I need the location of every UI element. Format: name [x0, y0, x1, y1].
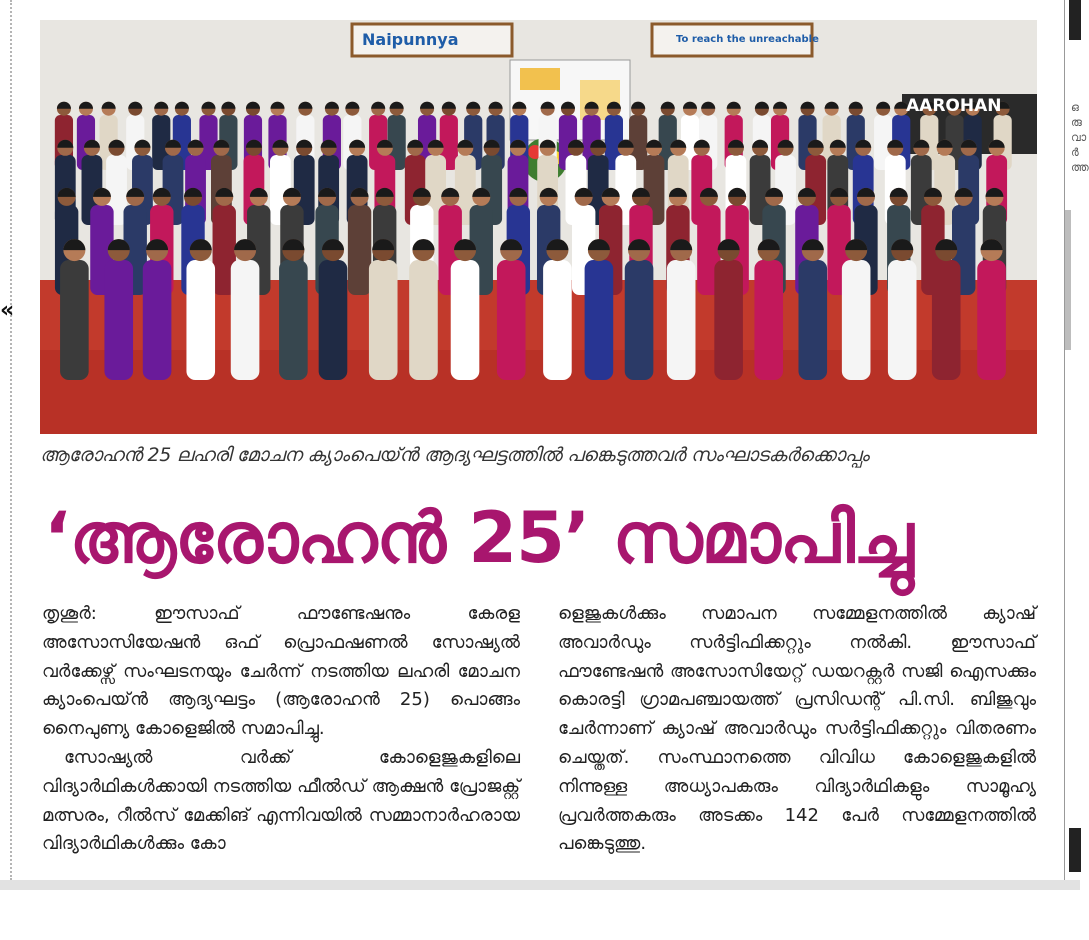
adjacent-column-header-block [1069, 0, 1081, 40]
person-body [798, 260, 827, 380]
person-body [888, 260, 917, 380]
person-body [60, 260, 89, 380]
person-body [714, 260, 743, 380]
person-body [348, 205, 371, 295]
article-headline: ‘ആരോഹൻ 25’ സമാപിച്ചു [44, 497, 913, 579]
person-body [497, 260, 526, 380]
person-body [543, 260, 572, 380]
person-body [231, 260, 260, 380]
person-body [143, 260, 172, 380]
person-body [625, 260, 654, 380]
person-body [932, 260, 961, 380]
left-chevron-icon[interactable]: « [0, 298, 15, 323]
banner-right-text: To reach the unreachable [676, 34, 819, 45]
article-paragraph: തൃശൂർ: ഈസാഫ് ഫൗണ്ടേഷനും കേരള അസോസിയേഷൻ ഒഫ് പ്രൊഫഷണൽ സോഷ്യൽ വർക്കേഴ്സ് സംഘടനയും ചേർന്ന് നടത്തിയ ലഹരി മോചന ക്യാംപെയ്ൻ ആദ്യഘട്ടം (ആരോഹൻ 25) പൊങ്ങം നൈപുണ്യ കോളെജിൽ സമാപിച്ചു. [42, 603, 520, 740]
person-body [667, 260, 696, 380]
person-body [319, 260, 348, 380]
person-body [754, 260, 783, 380]
page-bottom-band [0, 880, 1080, 940]
photo-caption: ആരോഹൻ 25 ലഹരി മോചന ക്യാംപെയ്ൻ ആദ്യഘട്ടത്തിൽ പങ്കെടുത്തവർ സംഘാടകർക്കൊപ്പം [40, 444, 869, 466]
banner-left-text: Naipunnya [362, 30, 459, 49]
article-paragraph: സോഷ്യൽ വർക്ക് കോളെജുകളിലെ വിദ്യാർഥികൾക്കായി നടത്തിയ ഫീൽഡ് ആക്ഷൻ പ്രോജക്റ്റ് മത്സരം, റീൽസ് മേക്കിങ് എന്നിവയിൽ സമ്മാനാർഹരായ വിദ്യാർഥികൾക്കും കോ [42, 746, 520, 855]
group-photo [40, 20, 1037, 434]
person-body [977, 260, 1006, 380]
person-body [279, 260, 308, 380]
person-body [409, 260, 438, 380]
article-column-right [558, 600, 1036, 859]
person-body [186, 260, 215, 380]
person-body [842, 260, 871, 380]
adjacent-column-footer-block [1069, 828, 1081, 872]
group-photo-illustration [40, 20, 1037, 434]
aarohan-board-text: AAROHAN [906, 96, 1002, 116]
person-body [369, 260, 398, 380]
article-column-left [42, 600, 520, 859]
person-body [585, 260, 614, 380]
adjacent-column-sliver [1064, 0, 1089, 880]
person-body [104, 260, 133, 380]
adjacent-column-text: ഒരു വാർത്ത [1071, 101, 1089, 174]
adjacent-column-shade [1065, 210, 1071, 350]
page-left-margin [0, 0, 15, 880]
person-body [451, 260, 480, 380]
article-paragraph: ളെജുകൾക്കും സമാപന സമ്മേളനത്തിൽ ക്യാഷ് അവാർഡും സർട്ടിഫിക്കറ്റും നൽകി. ഈസാഫ് ഫൗണ്ടേഷൻ അസോസിയേറ്റ് ഡയറക്റ്റർ സജി ഐസക്കും കൊരട്ടി ഗ്രാമപഞ്ചായത്ത് പ്രസിഡന്റ് പി.സി. ബിജുവും ചേർന്നാണ് ക്യാഷ് അവാർഡും സർട്ടിഫിക്കറ്റും വിതരണം ചെയ്തത്. സംസ്ഥാനത്തെ വിവിധ കോളെജുകളിൽ നിന്നുള്ള അധ്യാപകരും വിദ്യാർഥികളും സാമൂഹ്യ പ്രവർത്തകരും അടക്കം 142 പേർ സമ്മേളനത്തിൽ പങ്കെടുത്തു. [558, 603, 1036, 855]
